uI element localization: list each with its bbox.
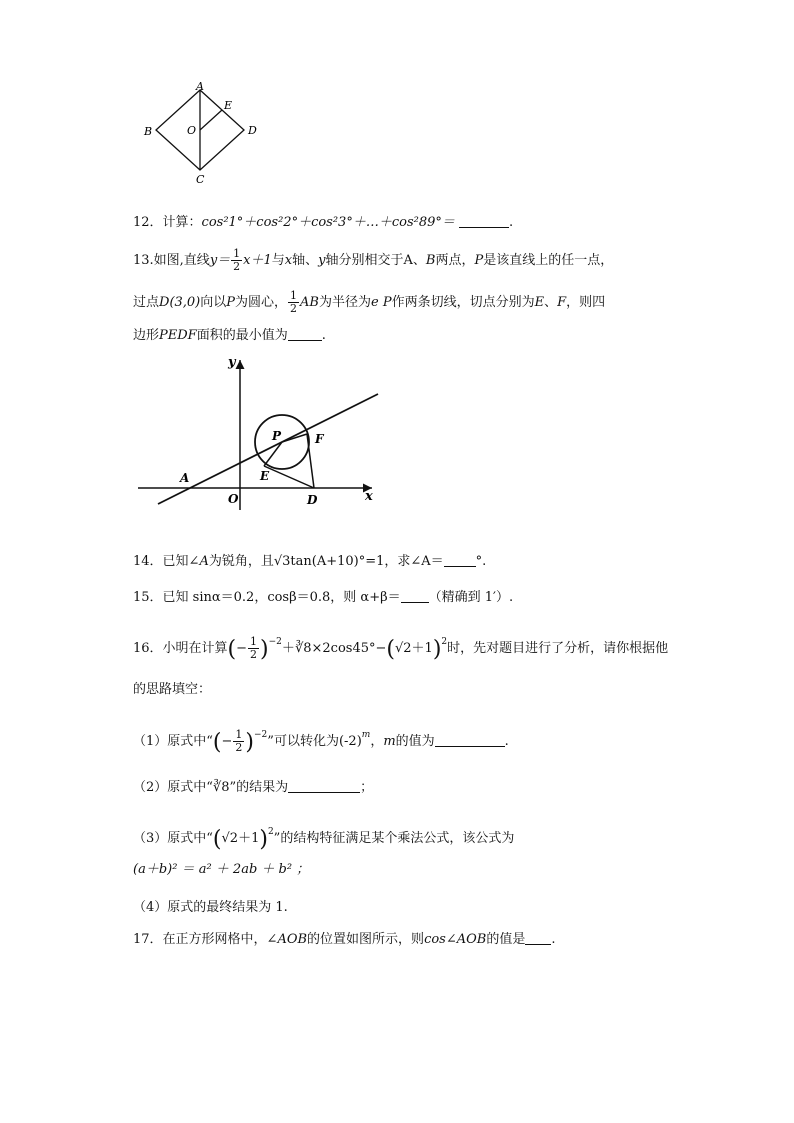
question-16-sub-3: （3）原式中“$(√2+1)^2$”的结构特征满足某个乘法公式，该公式为 [133,827,515,852]
coordinate-graph-figure [130,350,390,515]
question-13-line-1: 13.如图,直线y＝ $\frac{1}{2}$ x＋1与x轴、y轴分别相交于A、B两点，P是该直线上的任一点， [133,247,614,273]
answer-blank-16-2[interactable] [288,778,360,793]
question-15: 15．已知 sinα＝0.2，cosβ＝0.8，则 α+β＝ （精确到 1′）. [133,590,514,605]
label-P: P [272,429,282,443]
label-F: F [315,432,324,446]
question-13-line-3: 边形PEDF面积的最小值为 . [133,328,326,343]
label-x: x [365,489,373,504]
question-17: 17．在正方形网格中，∠AOB的位置如图所示，则cos∠AOB的值是 . [133,932,556,947]
fraction-one-half-2: $\frac{1}{2}$ [290,289,298,315]
answer-blank-12[interactable] [459,213,509,228]
label-E: E [224,99,233,112]
fraction-one-half-3: $\frac{1}{2}$ [250,635,258,661]
label-D: D [248,124,257,137]
label-E: E [260,469,270,483]
question-16-line-1: 16．小明在计算(− $\frac{1}{2}$ )$^{-2}+∛8\times 2\cos 45^\circ-(√2+1)^2$时，先对题目进行了分析，请你根据他 [133,635,669,662]
fraction-one-half-4: $\frac{1}{2}$ [235,728,243,754]
label-D: D [307,493,318,507]
question-12: 12．计算：cos²1°＋cos²2°＋cos²3°＋…＋cos²89°＝ . [133,215,514,230]
label-A: A [196,80,204,93]
question-16-sub-1: （1）原式中“(− $\frac{1}{2}$ )$^{-2}$”可以转化为$(-2)^m$，m的值为 . [133,728,509,755]
label-O: O [187,124,197,137]
question-16-formula: (a＋b)² ＝ a² ＋ 2ab ＋ b² ； [133,862,310,877]
answer-blank-15[interactable] [401,588,429,603]
question-16-sub-4: （4）原式的最终结果为 1. [133,900,288,915]
answer-blank-13[interactable] [288,326,322,341]
question-16-line-2: 的思路填空： [133,682,212,697]
question-13-line-2: 过点D(3,0)向以P为圆心， $\frac{1}{2}$ AB为半径为e P作两条切线，切点分别为E、F，则四 [133,289,606,315]
answer-blank-16-1[interactable] [435,732,505,747]
label-O: O [228,492,239,506]
answer-blank-14[interactable] [444,552,476,567]
rhombus-figure [140,78,270,188]
label-C: C [196,173,205,186]
question-16-sub-2: （2）原式中“∛8”的结果为 ； [133,780,374,795]
answer-blank-17[interactable] [525,930,551,945]
label-A: A [180,471,190,485]
label-B: B [144,125,153,138]
fraction-one-half: $\frac{1}{2}$ [233,247,241,273]
question-14: 14．已知∠A为锐角，且√3tan(A+10)°=1，求∠A＝ °. [133,554,487,569]
label-y: y [228,355,236,370]
